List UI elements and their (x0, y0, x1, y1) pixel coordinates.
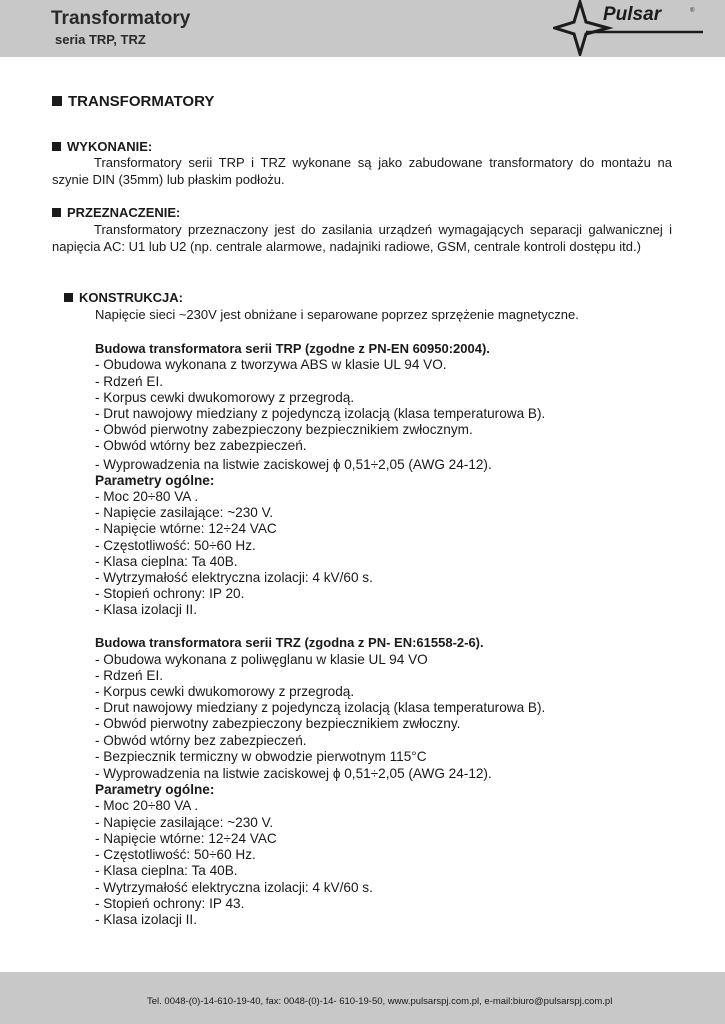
trz-param: - Częstotliwość: 50÷60 Hz. (95, 847, 256, 862)
trp-param: - Napięcie zasilające: ~230 V. (95, 505, 274, 520)
trz-param: - Klasa cieplna: Ta 40B. (95, 863, 238, 878)
document-subtitle: seria TRP, TRZ (55, 32, 146, 47)
trp-param: - Klasa izolacji II. (95, 602, 197, 617)
page-header (0, 0, 725, 57)
registered-mark: ® (690, 8, 695, 14)
footer-contact: Tel. 0048-(0)-14-610-19-40, fax: 0048-(0)-14- 610-19-50, www.pulsarspj.com.pl, e-mail:biuro@pulsarspj.com.pl (147, 996, 613, 1007)
pulsar-logo-text: Pulsar (603, 4, 662, 25)
trp-feature: - Obudowa wykonana z tworzywa ABS w klasie UL 94 VO. (95, 357, 447, 372)
trz-feature: - Bezpiecznik termiczny w obwodzie pierwotnym 115°C (95, 749, 427, 764)
trz-feature: - Obudowa wykonana z poliwęglanu w klasie UL 94 VO (95, 652, 428, 667)
section-heading-text: KONSTRUKCJA: (79, 290, 183, 305)
section-wykonanie-heading (52, 139, 152, 154)
trz-heading: Budowa transformatora serii TRZ (zgodna z PN- EN:61558-2-6). (95, 635, 484, 650)
trz-param: - Napięcie wtórne: 12÷24 VAC (95, 831, 277, 846)
trz-feature: - Wyprowadzenia na listwie zaciskowej ϕ 0,51÷2,05 (AWG 24-12). (95, 766, 492, 781)
main-heading (52, 93, 214, 110)
trp-feature: - Korpus cewki dwukomorowy z przegrodą. (95, 390, 355, 405)
trp-heading: Budowa transformatora serii TRP (zgodne z PN-EN 60950:2004). (95, 341, 490, 356)
trz-feature: - Korpus cewki dwukomorowy z przegrodą. (95, 684, 355, 699)
section-przeznaczenie-text: Transformatory przeznaczony jest do zasilania urządzeń wymagających separacji galwanicznej i napięcia AC: U1 lub U2 (np. centrale alarmowe, nadajniki radiowe, GSM, centrale kontroli dostępu itd.) (52, 222, 672, 254)
trz-feature: - Drut nawojowy miedziany z pojedynczą izolacją (klasa temperaturowa B). (95, 700, 546, 715)
document-title: Transformatory (51, 8, 191, 29)
trz-feature: - Obwód wtórny bez zabezpieczeń. (95, 733, 307, 748)
trz-feature: - Rdzeń EI. (95, 668, 163, 683)
trp-params-heading: Parametry ogólne: (95, 473, 215, 488)
section-przeznaczenie-heading (52, 205, 180, 220)
konstrukcja-intro: Napięcie sieci ~230V jest obniżane i separowane poprzez sprzężenie magnetyczne. (95, 307, 579, 322)
trp-feature: - Obwód pierwotny zabezpieczony bezpiecznikiem zwłocznym. (95, 422, 473, 437)
trp-param: - Stopień ochrony: IP 20. (95, 586, 245, 601)
trz-param: - Moc 20÷80 VA . (95, 798, 199, 813)
trz-param: - Klasa izolacji II. (95, 912, 197, 927)
section-heading-text: WYKONANIE: (67, 139, 153, 154)
square-bullet-icon (52, 96, 62, 106)
section-konstrukcja-heading (64, 290, 183, 305)
section-heading-text: PRZEZNACZENIE: (67, 205, 181, 220)
trp-feature: - Rdzeń EI. (95, 374, 163, 389)
trz-param: - Wytrzymałość elektryczna izolacji: 4 kV/60 s. (95, 880, 373, 895)
page-footer (0, 972, 725, 1024)
trz-param: - Stopień ochrony: IP 43. (95, 896, 245, 911)
main-heading-text: TRANSFORMATORY (68, 93, 215, 110)
trp-param: - Moc 20÷80 VA . (95, 489, 199, 504)
trz-feature: - Obwód pierwotny zabezpieczony bezpiecznikiem zwłoczny. (95, 716, 461, 731)
trp-feature: - Obwód wtórny bez zabezpieczeń. (95, 438, 307, 453)
trp-feature: - Wyprowadzenia na listwie zaciskowej ϕ 0,51÷2,05 (AWG 24-12). (95, 457, 492, 472)
trp-param: - Wytrzymałość elektryczna izolacji: 4 kV/60 s. (95, 570, 373, 585)
square-bullet-icon (52, 208, 61, 217)
square-bullet-icon (52, 142, 61, 151)
trp-feature: - Drut nawojowy miedziany z pojedynczą izolacją (klasa temperaturowa B). (95, 406, 546, 421)
trz-params-heading: Parametry ogólne: (95, 782, 215, 797)
square-bullet-icon (64, 293, 73, 302)
trz-param: - Napięcie zasilające: ~230 V. (95, 815, 274, 830)
section-wykonanie-text: Transformatory serii TRP i TRZ wykonane są jako zabudowane transformatory do montażu na szynie DIN (35mm) lub płaskim podłożu. (52, 155, 672, 187)
trp-param: - Napięcie wtórne: 12÷24 VAC (95, 521, 277, 536)
trp-param: - Klasa cieplna: Ta 40B. (95, 554, 238, 569)
trp-param: - Częstotliwość: 50÷60 Hz. (95, 538, 256, 553)
